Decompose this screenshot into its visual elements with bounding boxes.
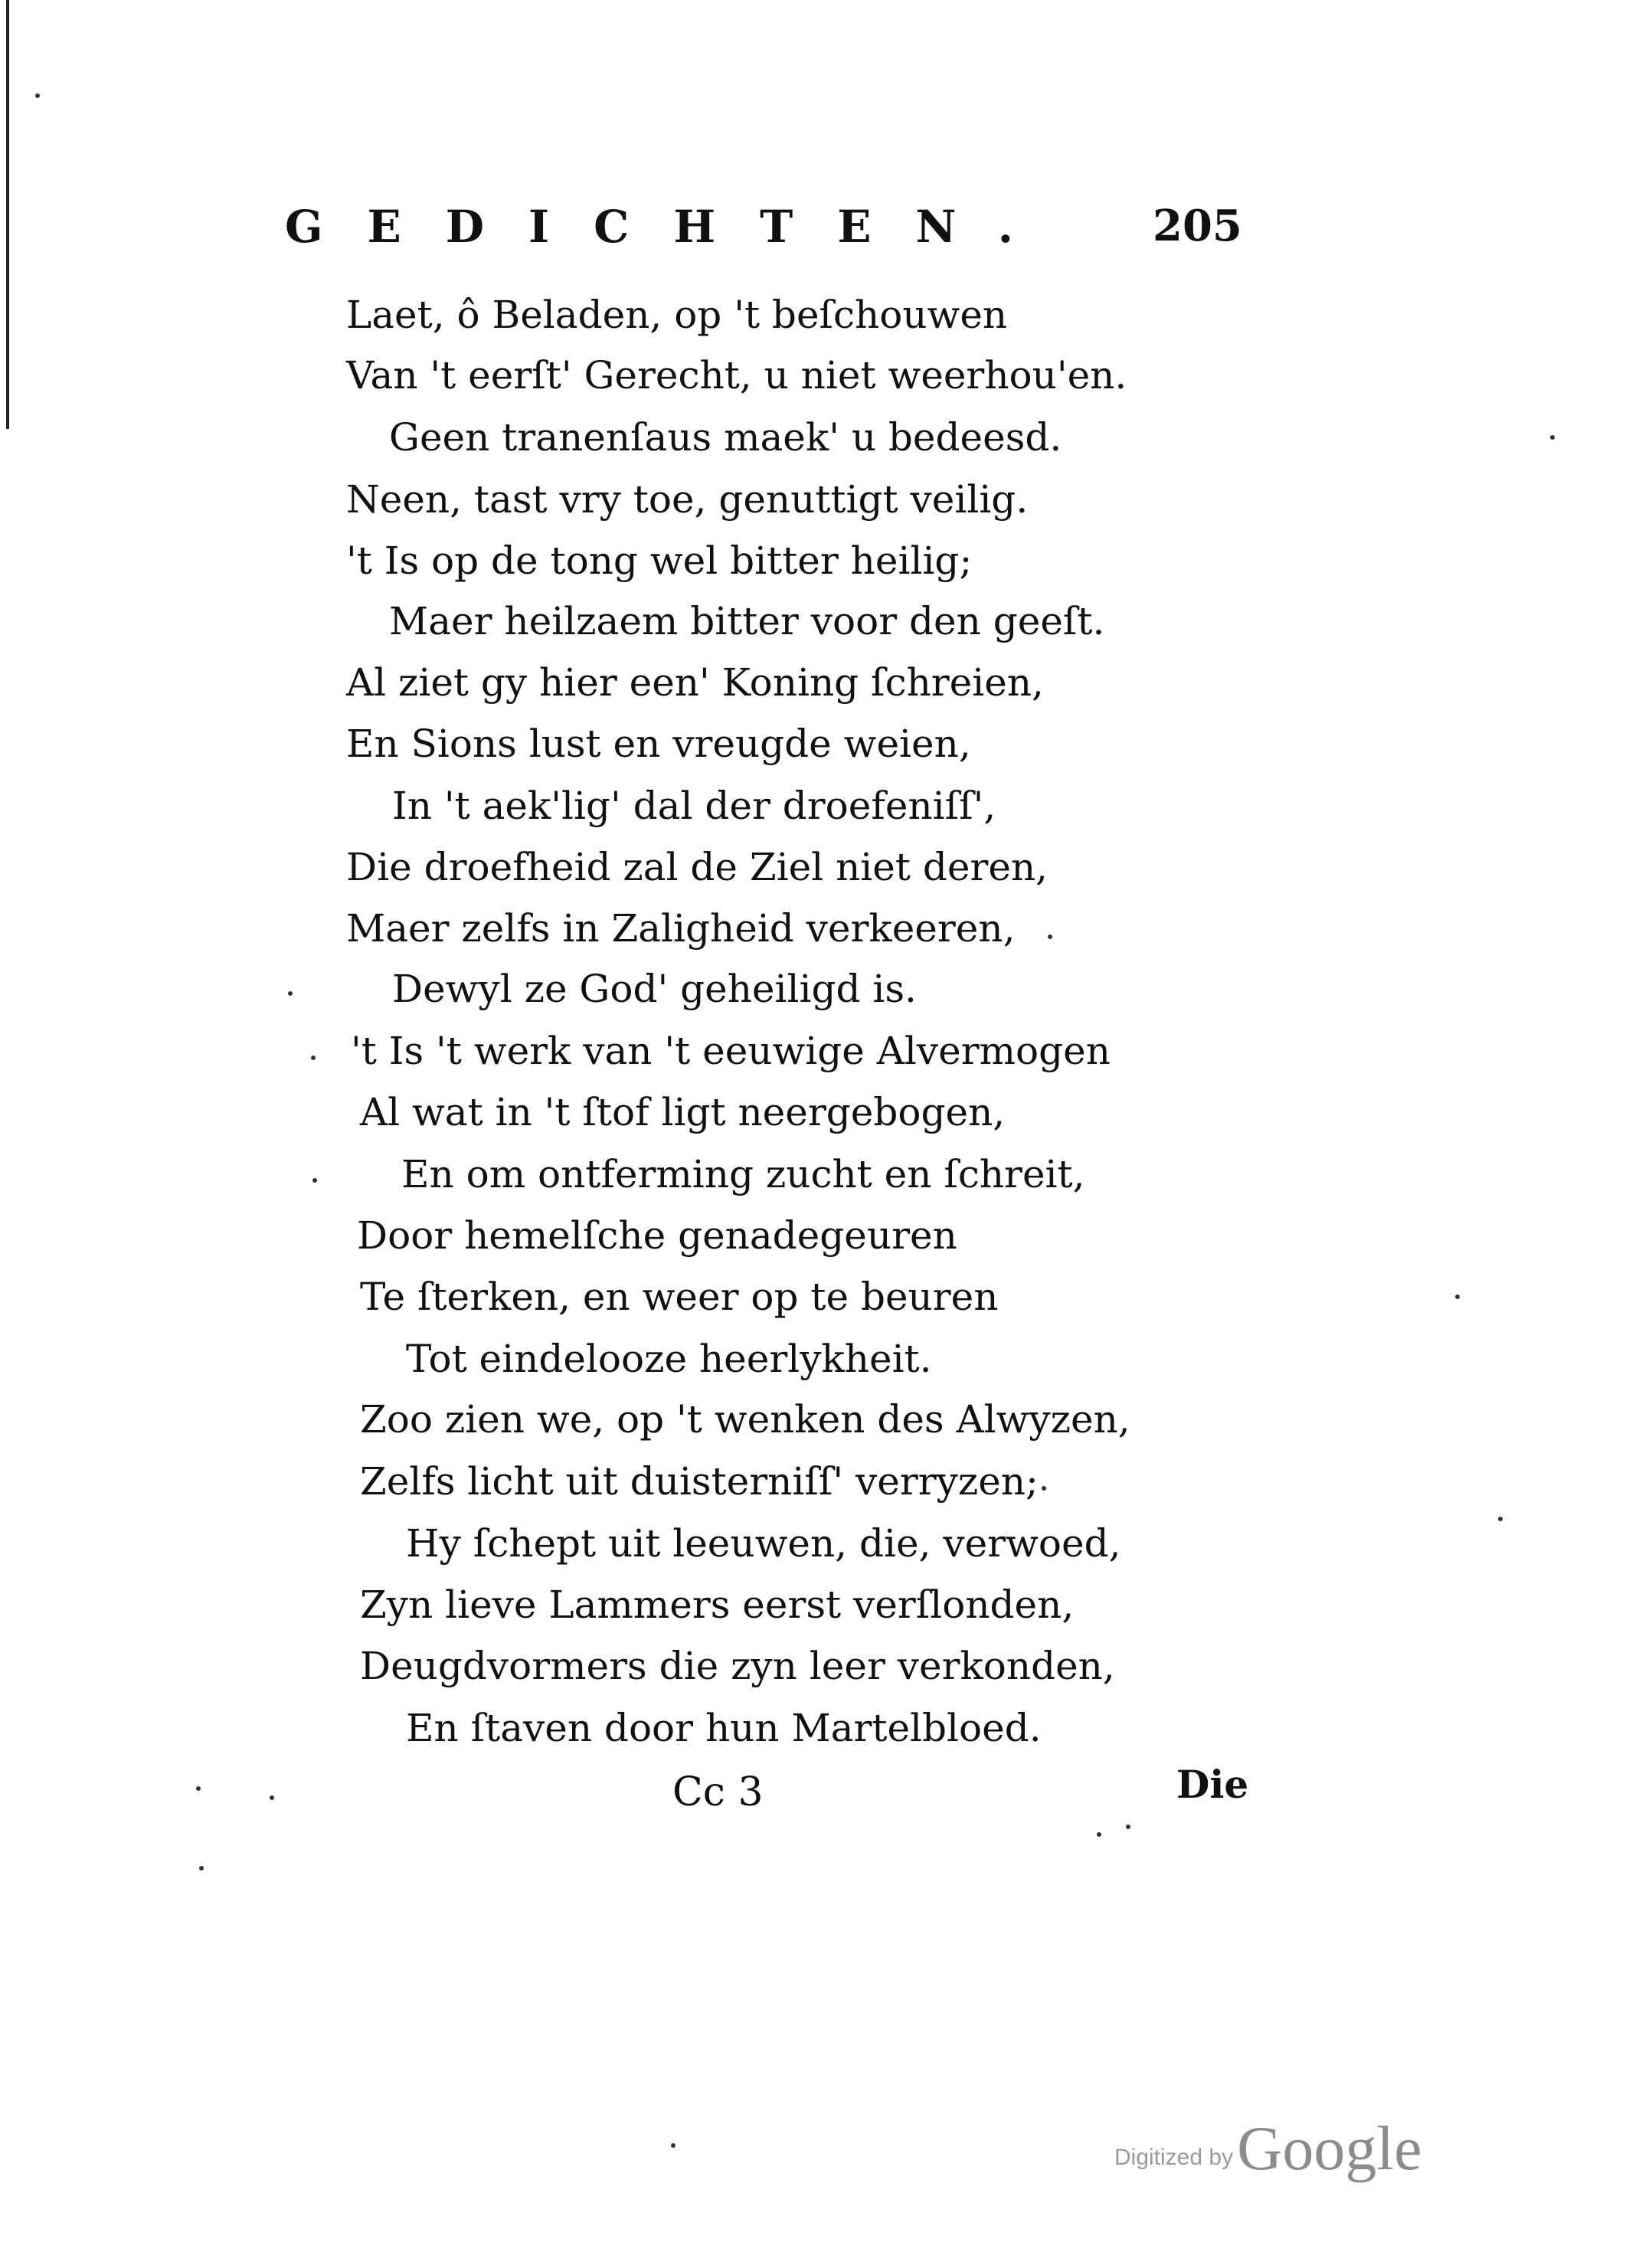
- verse-line: Al wat in 't ſtof ligt neergebogen,: [360, 1090, 1006, 1134]
- verse-line: Hy ſchept uit leeuwen, die, verwoed,: [406, 1521, 1121, 1566]
- verse-line: Laet, ô Beladen, op 't beſchouwen: [346, 293, 1008, 337]
- verse-line: Maer zelfs in Zaligheid verkeeren,: [346, 906, 1016, 951]
- verse-line: Dewyl ze God' geheiligd is.: [392, 967, 917, 1011]
- verse-line: 't Is op de tong wel bitter heilig;: [346, 538, 973, 583]
- verse-line: Al ziet gy hier een' Koning ſchreien,: [346, 660, 1044, 705]
- google-logo: Google: [1237, 2113, 1422, 2183]
- verse-line: 't Is 't werk van 't eeuwige Alvermogen: [351, 1029, 1111, 1073]
- digitized-watermark: [1114, 2113, 1422, 2185]
- verse-line: Zelfs licht uit duisterniſſ' verryzen;: [360, 1459, 1039, 1504]
- verse-line: En om ontferming zucht en ſchreit,: [401, 1152, 1085, 1196]
- ink-speck: [1498, 1517, 1503, 1521]
- verse-line: Deugdvormers die zyn leer verkonden,: [360, 1644, 1115, 1688]
- ink-speck: [1048, 934, 1052, 939]
- page-edge-line: [6, 0, 9, 429]
- verse-line: Tot eindelooze heerlykheit.: [406, 1337, 932, 1381]
- verse-line: In 't aek'lig' dal der droefeniſſ',: [392, 784, 996, 828]
- verse-line: Geen tranenſaus maek' u bedeesd.: [389, 415, 1062, 460]
- ink-speck: [270, 1795, 274, 1800]
- signature-mark: Cc 3: [672, 1769, 764, 1815]
- verse-line: En Sions lust en vreugde weien,: [346, 722, 971, 766]
- ink-speck: [311, 1056, 316, 1060]
- ink-speck: [199, 1866, 204, 1871]
- verse-line: Door hemelſche genadegeuren: [357, 1213, 957, 1258]
- verse-line: Zoo zien we, op 't wenken des Alwyzen,: [360, 1397, 1130, 1442]
- ink-speck: [35, 93, 40, 98]
- catchword: Die: [1176, 1762, 1249, 1807]
- ink-speck: [671, 2143, 676, 2148]
- running-head: [285, 201, 1089, 262]
- running-title: GEDICHTEN.: [285, 201, 1058, 253]
- verse-line: Te ſterken, en weer op te beuren: [360, 1275, 999, 1319]
- ink-speck: [288, 991, 293, 996]
- verse-line: Zyn lieve Lammers eerst verſlonden,: [360, 1582, 1075, 1627]
- ink-speck: [1550, 435, 1555, 440]
- verse-line: Neen, tast vry toe, genuttigt veilig.: [346, 477, 1029, 522]
- ink-speck: [1097, 1832, 1101, 1837]
- verse-line: Maer heilzaem bitter voor den geeſt.: [389, 599, 1105, 643]
- page-number: 205: [1153, 201, 1242, 251]
- ink-speck: [1042, 1486, 1046, 1491]
- verse-line: Van 't eerſt' Gerecht, u niet weerhou'en.: [346, 353, 1127, 398]
- ink-speck: [312, 1178, 317, 1183]
- ink-speck: [1455, 1294, 1460, 1299]
- ink-speck: [196, 1786, 201, 1791]
- digitized-by-label: Digitized by: [1114, 2145, 1234, 2170]
- verse-line: Die droefheid zal de Ziel niet deren,: [346, 845, 1048, 889]
- verse-line: En ſtaven door hun Martelbloed.: [406, 1706, 1042, 1750]
- ink-speck: [1126, 1825, 1130, 1829]
